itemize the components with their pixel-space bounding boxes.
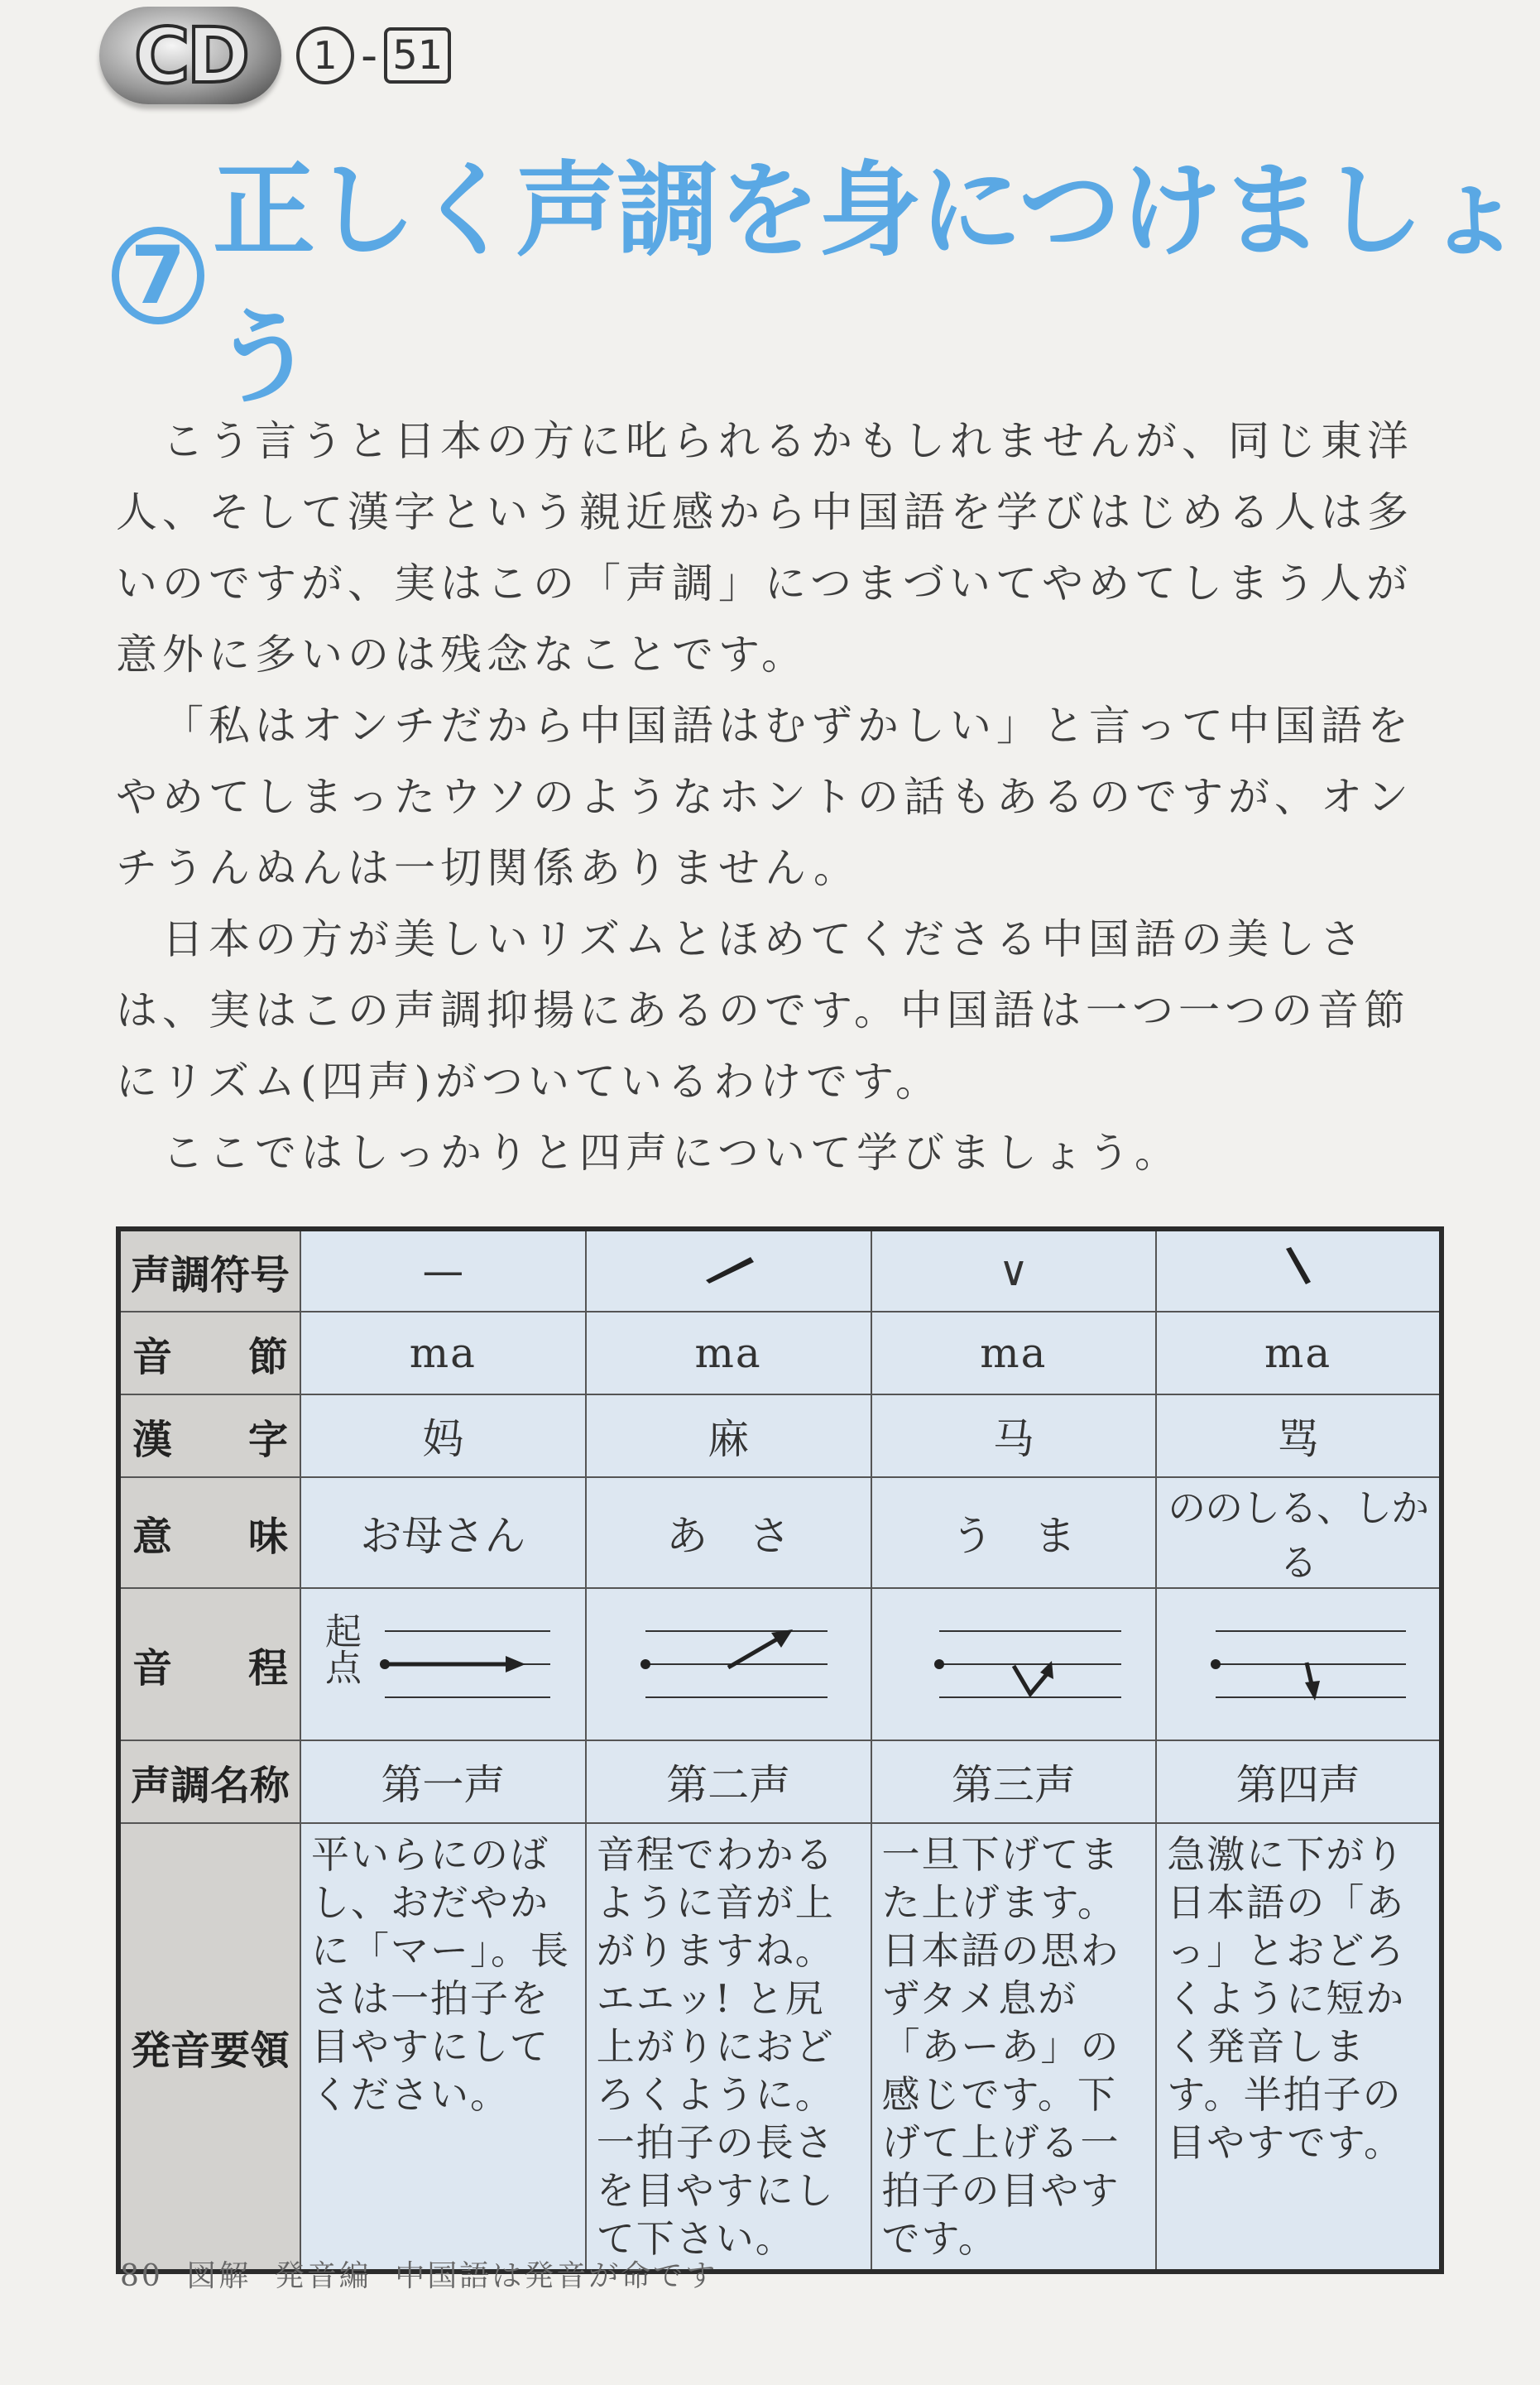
header-tone-name: 声調名称: [118, 1740, 300, 1823]
syllable: ma: [300, 1312, 586, 1394]
meaning: お母さん: [300, 1477, 586, 1588]
pitch-diagram: [300, 1588, 586, 1740]
tone-symbol: ∨: [871, 1229, 1157, 1312]
track-dash: -: [361, 28, 378, 83]
section-number: 7: [112, 227, 204, 324]
tone-name: 第一声: [300, 1740, 586, 1823]
header-kanji: 漢 字: [118, 1394, 300, 1477]
header-syllable: 音 節: [118, 1312, 300, 1394]
row-kanji: [118, 1394, 1442, 1477]
origin-label: 起点: [319, 1612, 361, 1685]
row-meaning: [118, 1477, 1442, 1588]
tone-name: 第三声: [871, 1740, 1157, 1823]
rising-pitch-icon: [604, 1615, 852, 1714]
kanji: 马: [871, 1394, 1157, 1477]
paragraph-2: 「私はオンチだから中国語はむずかしい」と言って中国語をやめてしまったウソのようなホントの話もあるのですが、オンチうんぬんは一切関係ありません。: [116, 702, 1413, 892]
rising-mark-icon: [699, 1252, 757, 1285]
row-tone-name: [118, 1740, 1442, 1823]
kanji: 妈: [300, 1394, 586, 1477]
syllable: ma: [871, 1312, 1157, 1394]
disc-number: 1: [296, 26, 354, 84]
falling-pitch-icon: [1174, 1615, 1422, 1714]
pronunciation-guide: 平いらにのばし、おだやかに「マー」。長さは一拍子を目やすにしてください。: [300, 1823, 586, 2272]
paragraph-3: 日本の方が美しいリズムとほめてくださる中国語の美しさは、実はこの声調抑揚にあるのです。中国語は一つ一つの音節にリズム(四声)がついているわけです。: [116, 915, 1410, 1106]
cd-track-badge: [99, 7, 451, 104]
page-number: 80: [120, 2259, 163, 2293]
pitch-diagram: [871, 1588, 1157, 1740]
meaning: ののしる、しかる: [1156, 1477, 1442, 1588]
title-text: 正しく声調を身につけましょう: [213, 151, 1523, 418]
falling-mark-icon: [1278, 1245, 1319, 1287]
header-pitch: 音 程: [118, 1588, 300, 1740]
tone-symbol: [586, 1229, 871, 1312]
tone-name: 第二声: [586, 1740, 871, 1823]
row-tone-symbol: [118, 1229, 1442, 1312]
paragraph-4: ここではしっかりと四声について学びましょう。: [162, 1129, 1181, 1177]
kanji: 骂: [1156, 1394, 1442, 1477]
paragraph-1: こう言うと日本の方に叱られるかもしれませんが、同じ東洋人、そして漢字という親近感から中国語を学びはじめる人は多いのですが、実はこの「声調」につまづいてやめてしまう人が意外に多いのは残念なことです。: [116, 417, 1413, 679]
header-pronunciation: 発音要領: [118, 1823, 300, 2272]
tone-name: 第四声: [1156, 1740, 1442, 1823]
dipping-pitch-icon: [890, 1615, 1138, 1714]
track-number: [296, 26, 451, 84]
row-syllable: [118, 1312, 1442, 1394]
kanji: 麻: [586, 1394, 871, 1477]
track-index: 51: [384, 27, 451, 84]
pronunciation-guide: 一旦下げてまた上げます。日本語の思わずタメ息が「あーあ」の感じです。下げて上げる一拍子の目やすです。: [871, 1823, 1157, 2272]
book-title: 図解: [186, 2259, 252, 2293]
meaning: う ま: [871, 1477, 1157, 1588]
page-title: [112, 128, 1540, 423]
header-meaning: 意 味: [118, 1477, 300, 1588]
pitch-diagram: [1156, 1588, 1442, 1740]
cd-icon: CD: [99, 7, 281, 104]
tone-table: [116, 1226, 1444, 2274]
section-name: 発音編: [274, 2259, 372, 2293]
pronunciation-guide: 急激に下がり日本語の「あっ」とおどろくように短かく発音します。半拍子の目やすです。: [1156, 1823, 1442, 2272]
pitch-diagram: [586, 1588, 871, 1740]
row-pronunciation: [118, 1823, 1442, 2272]
syllable: ma: [586, 1312, 871, 1394]
tone-symbol: [1156, 1229, 1442, 1312]
row-pitch: [118, 1588, 1442, 1740]
body-text: [116, 405, 1440, 1188]
page-footer: [120, 2253, 717, 2295]
syllable: ma: [1156, 1312, 1442, 1394]
header-tone-symbol: 声調符号: [118, 1229, 300, 1312]
meaning: あ さ: [586, 1477, 871, 1588]
pronunciation-guide: 音程でわかるように音が上がりますね。エエッ! と尻上がりにおどろくように。一拍子の長さを目やすにして下さい。: [586, 1823, 871, 2272]
chapter-name: 中国語は発音が命です: [395, 2259, 718, 2293]
tone-symbol: —: [300, 1229, 586, 1312]
